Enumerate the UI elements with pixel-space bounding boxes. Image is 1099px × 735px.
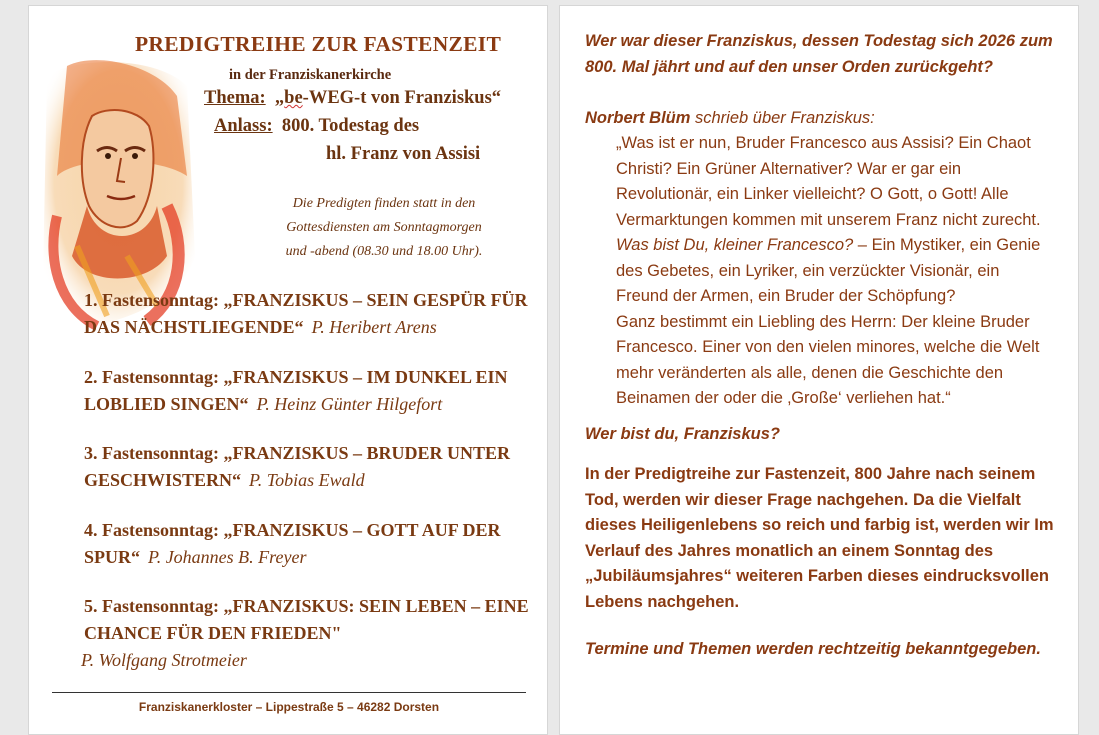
theme-quote-open: „ [274,88,285,108]
sermon-item [81,593,534,674]
theme-spellcheck-word: be [284,88,303,108]
quote-part: „Was ist er nun, Bruder Francesco aus Assisi? Ein Chaot Christi? Ein Grüner Alternativer? War er gar ein Revolutionär, ein Linker vielleicht? O Gott, o Gott! Alle Vermarktungen kommen mit unserem Franz nicht zurecht. [616,134,1041,229]
sermon-title: 2. Fastensonntag: „FRANZISKUS – IM DUNKEL EIN LOBLIED SINGEN“ [84,367,508,414]
blum-quote [616,131,1056,412]
sermon-preacher: P. Tobias Ewald [249,470,365,490]
theme-value: -WEG-t von Franziskus“ [302,88,502,108]
sermon-preacher: P. Wolfgang Strotmeier [81,650,247,670]
sermon-title: 3. Fastensonntag: „FRANZISKUS – BRUDER UNTER GESCHWISTERN“ [84,443,511,490]
intro-question: Wer war dieser Franziskus, dessen Todestag sich 2026 zum 800. Mal jährt und auf den unser Orden zurückgeht? [585,32,1053,76]
theme-label: Thema: [204,88,266,108]
occasion-line [214,116,419,137]
quote-part: Ganz bestimmt ein Liebling des Herrn: Der kleine Bruder Francesco. Einer von den vielen minores, welche die Welt mehr veränderten als alle, denen die Geschichte den Beinamen der oder die ‚Große‘ verliehen hat.“ [616,312,1040,407]
theme-line [204,88,501,109]
footer-divider [52,692,526,693]
sermon-item [84,287,534,341]
occasion-value-line2: hl. Franz von Assisi [326,144,481,164]
footer-address: Franziskanerkloster – Lippestraße 5 – 46282 Dorsten [138,700,440,714]
sermon-item [84,517,534,571]
flyer-page-right [559,5,1079,735]
flyer-page-left [28,5,548,735]
series-description: In der Predigtreihe zur Fastenzeit, 800 Jahre nach seinem Tod, werden wir dieser Frage nachgehen. Da die Vielfalt dieses Heiligenlebens so reich und farbig ist, werden wir Im Verlauf des Jahres monatlich an einem Sonntag des „Jubiläumsjahres“ weiteren Farben dieses eindrucksvollen Lebens nachgehen. [585,465,1054,611]
service-times-info [259,192,509,264]
quote-verb: schrieb über Franziskus: [690,109,875,127]
sermon-preacher: P. Heinz Günter Hilgefort [256,394,443,414]
sermon-title: 1. Fastensonntag: „FRANZISKUS – SEIN GESPÜR FÜR DAS NÄCHSTLIEGENDE“ [84,290,528,337]
sermon-item [84,364,534,418]
sermon-title: 4. Fastensonntag: „FRANZISKUS – GOTT AUF DER SPUR“ [84,520,501,567]
sermon-title: 5. Fastensonntag: „FRANZISKUS: SEIN LEBEN – EINE CHANCE FÜR DEN FRIEDEN" [84,596,529,643]
sermon-preacher: P. Heribert Arens [311,317,437,337]
quote-part: – Ein Mystiker, ein Genie des Gebetes, ein Lyriker, ein verzückter Visionär, ein Freund der Armen, ein Bruder der Schöpfung? [616,236,1041,305]
info-line: Gottesdiensten am Sonntagmorgen [286,220,482,235]
series-title: PREDIGTREIHE ZUR FASTENZEIT [135,32,502,56]
sermon-item [84,440,534,494]
info-line: Die Predigten finden statt in den [292,196,476,211]
dates-note: Termine und Themen werden rechtzeitig bekanntgegeben. [585,640,1041,658]
occasion-label: Anlass: [214,116,273,136]
quote-italic: Was bist Du, kleiner Francesco? [616,236,854,254]
quote-attribution [585,105,1055,131]
series-subtitle: in der Franziskanerkirche [229,67,392,83]
occasion-value: 800. Todestag des [281,116,420,136]
sermon-preacher: P. Johannes B. Freyer [148,547,307,567]
quote-author: Norbert Blüm [585,109,691,127]
info-line: und -abend (08.30 und 18.00 Uhr). [285,244,483,259]
second-question: Wer bist du, Franziskus? [585,425,780,443]
